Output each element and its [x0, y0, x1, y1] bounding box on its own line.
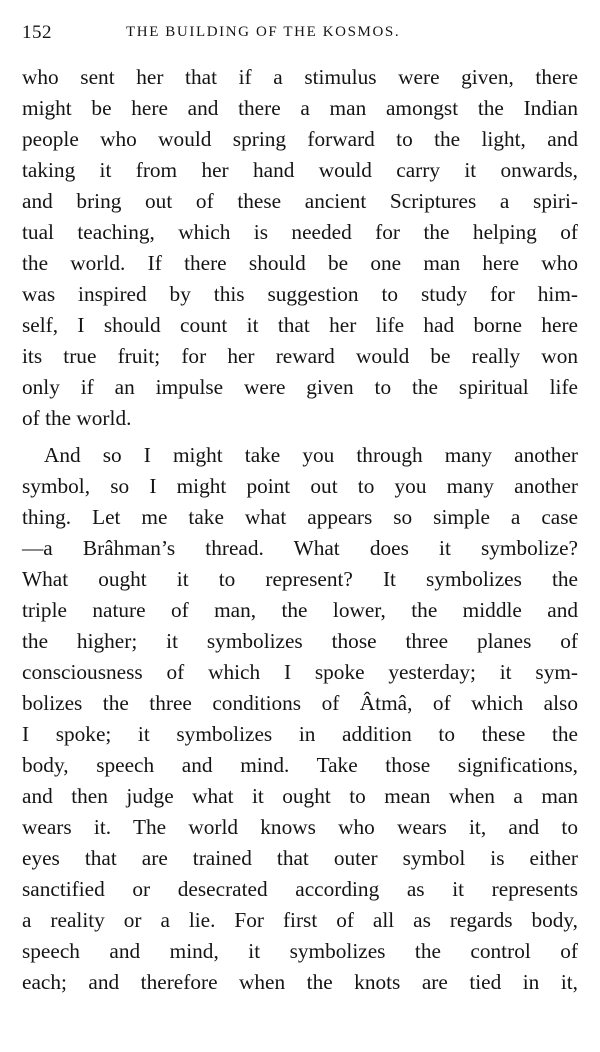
text-line: might be here and there a man amongst the Indian [22, 96, 578, 120]
text-line: I spoke; it symbolizes in addition to these the [22, 722, 578, 746]
text-line: the world. If there should be one man here who [22, 251, 578, 275]
text-line: its true fruit; for her reward would be really won [22, 344, 578, 368]
text-line: And so I might take you through many another [44, 443, 578, 467]
running-head [22, 22, 576, 46]
text-line: sanctified or desecrated according as it represents [22, 877, 578, 901]
text-line: symbol, so I might point out to you many another [22, 474, 578, 498]
text-line: thing. Let me take what appears so simple a case [22, 505, 578, 529]
text-line: triple nature of man, the lower, the middle and [22, 598, 578, 622]
text-line: was inspired by this suggestion to study for him- [22, 282, 578, 306]
text-line: a reality or a lie. For first of all as regards body, [22, 908, 578, 932]
text-line: What ought it to represent? It symbolizes the [22, 567, 578, 591]
text-line: the higher; it symbolizes those three planes of [22, 629, 578, 653]
text-line: taking it from her hand would carry it onwards, [22, 158, 578, 182]
paragraph-1 [22, 62, 578, 434]
running-title: THE BUILDING OF THE KOSMOS. [126, 24, 401, 40]
text-line: of the world. [22, 406, 132, 430]
text-line: each; and therefore when the knots are tied in it, [22, 970, 578, 994]
text-line: who sent her that if a stimulus were given, there [22, 65, 578, 89]
text-line: bolizes the three conditions of Âtmâ, of which also [22, 691, 578, 715]
text-line: wears it. The world knows who wears it, and to [22, 815, 578, 839]
text-line: self, I should count it that her life had borne here [22, 313, 578, 337]
text-line: eyes that are trained that outer symbol is either [22, 846, 578, 870]
text-line: and bring out of these ancient Scriptures a spiri- [22, 189, 578, 213]
page-number: 152 [22, 22, 52, 43]
text-line: only if an impulse were given to the spiritual life [22, 375, 578, 399]
text-line: body, speech and mind. Take those significations, [22, 753, 578, 777]
text-line: people who would spring forward to the light, and [22, 127, 578, 151]
text-line: speech and mind, it symbolizes the control of [22, 939, 578, 963]
text-line: —a Brâhman’s thread. What does it symbolize? [22, 536, 578, 560]
paragraph-2 [22, 440, 578, 998]
body-text [22, 62, 578, 998]
text-line: and then judge what it ought to mean when a man [22, 784, 578, 808]
text-line: consciousness of which I spoke yesterday; it sym- [22, 660, 578, 684]
text-line: tual teaching, which is needed for the helping of [22, 220, 578, 244]
